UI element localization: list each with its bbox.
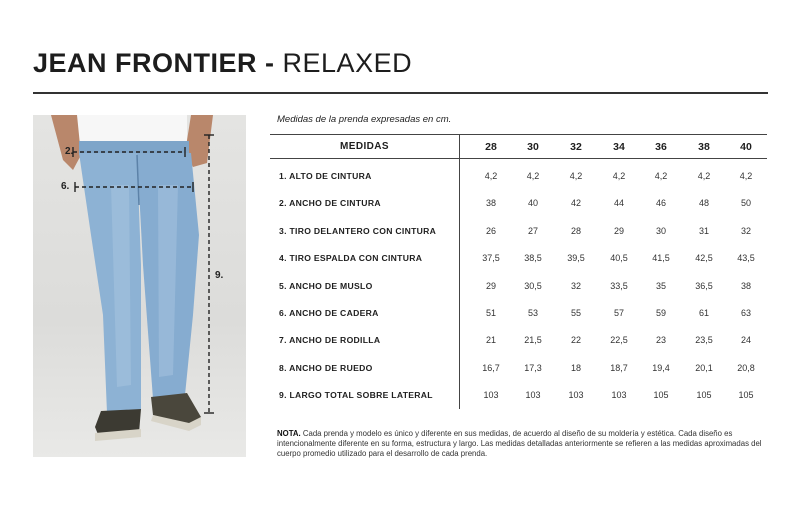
table-cell: 16,7 [482, 362, 500, 373]
size-header: 38 [698, 141, 710, 153]
table-cell: 57 [613, 308, 624, 318]
product-photo [33, 115, 246, 457]
table-cell: 32 [740, 225, 751, 236]
marker-hip: 6. [61, 181, 70, 192]
row-label: 5. ANCHO DE MUSLO [279, 280, 373, 291]
table-cell: 103 [611, 390, 627, 401]
table-cell: 23 [655, 335, 666, 346]
table-cell: 39,5 [567, 253, 585, 264]
table-cell: 42 [570, 198, 581, 209]
table-cell: 20,1 [695, 362, 713, 373]
table-cell: 36,5 [695, 280, 713, 291]
table-cell: 26 [485, 225, 496, 236]
table-cell: 40,5 [610, 253, 628, 264]
row-label: 9. LARGO TOTAL SOBRE LATERAL [279, 390, 433, 401]
row-label: 6. ANCHO DE CADERA [279, 308, 379, 318]
row-label: 7. ANCHO DE RODILLA [279, 335, 381, 346]
table-cell: 103 [483, 390, 499, 401]
title-product: JEAN FRONTIER - [33, 48, 275, 78]
size-header: 36 [655, 141, 667, 153]
table-cell: 41,5 [652, 253, 670, 264]
table-cell: 105 [653, 390, 669, 401]
table-cell: 50 [740, 198, 751, 209]
title-divider [33, 92, 768, 94]
table-cell: 22,5 [610, 335, 628, 346]
table-cell: 48 [698, 198, 709, 209]
row-label: 2. ANCHO DE CINTURA [279, 198, 381, 209]
table-cell: 21,5 [524, 335, 542, 346]
table-cell: 4,2 [697, 171, 711, 181]
table-header-line [270, 158, 767, 159]
footnote-text: Cada prenda y modelo es único y diferente en sus medidas, de acuerdo al diseño de su moldería y estética. Cada diseño es intencionalmente diferente en su forma, estructura y largo. Las medidas detalladas anteriormente se refieren a las medidas aproximadas del cuerpo promedio utilizado para el desarrollo de cada prenda. [277, 429, 762, 458]
table-cell: 21 [485, 335, 496, 346]
footnote-label: NOTA. [277, 429, 301, 438]
table-cell: 29 [485, 280, 496, 291]
marker-length: 9. [215, 270, 224, 281]
table-cell: 46 [655, 198, 666, 209]
table-cell: 27 [527, 225, 538, 236]
table-cell: 18 [570, 362, 581, 373]
table-cell: 51 [485, 308, 496, 318]
table-cell: 53 [527, 308, 538, 318]
table-cell: 43,5 [737, 253, 755, 264]
table-cell: 4,2 [654, 171, 668, 181]
title-fit: RELAXED [282, 48, 413, 78]
table-cell: 18,7 [610, 362, 628, 373]
table-cell: 19,4 [652, 362, 670, 373]
table-cell: 40 [527, 198, 538, 209]
table-cell: 59 [655, 308, 666, 318]
table-cell: 42,5 [695, 253, 713, 264]
table-cell: 20,8 [737, 362, 755, 373]
table-cell: 55 [570, 308, 581, 318]
marker-waist: 2. [65, 146, 74, 157]
table-cell: 38 [485, 198, 496, 209]
table-cell: 31 [698, 225, 709, 236]
table-cell: 4,2 [484, 171, 498, 181]
size-header: 32 [570, 141, 582, 153]
row-label: 1. ALTO DE CINTURA [279, 171, 372, 181]
table-cell: 4,2 [526, 171, 540, 181]
table-column-divider [459, 134, 460, 409]
table-cell: 38 [740, 280, 751, 291]
table-cell: 4,2 [739, 171, 753, 181]
row-label: 4. TIRO ESPALDA CON CINTURA [279, 253, 423, 264]
table-cell: 105 [696, 390, 712, 401]
table-cell: 30,5 [524, 280, 542, 291]
table-cell: 103 [525, 390, 541, 401]
table-cell: 17,3 [524, 362, 542, 373]
table-cell: 63 [740, 308, 751, 318]
footnote [277, 429, 765, 458]
table-cell: 105 [738, 390, 754, 401]
table-cell: 103 [568, 390, 584, 401]
table-caption: Medidas de la prenda expresadas en cm. [277, 114, 452, 125]
table-cell: 37,5 [482, 253, 500, 264]
table-header-medidas: MEDIDAS [340, 141, 389, 152]
table-cell: 61 [698, 308, 709, 318]
table-cell: 29 [613, 225, 624, 236]
table-cell: 4,2 [569, 171, 583, 181]
jeans-illustration [33, 115, 246, 457]
table-cell: 28 [570, 225, 581, 236]
table-cell: 44 [613, 198, 624, 209]
size-header: 28 [485, 141, 497, 153]
size-header: 34 [613, 141, 625, 153]
size-header: 40 [740, 141, 752, 153]
table-cell: 38,5 [524, 253, 542, 264]
table-cell: 33,5 [610, 280, 628, 291]
table-cell: 35 [655, 280, 666, 291]
size-header: 30 [527, 141, 539, 153]
table-cell: 32 [570, 280, 581, 291]
row-label: 3. TIRO DELANTERO CON CINTURA [279, 225, 437, 236]
table-cell: 24 [740, 335, 751, 346]
table-cell: 30 [655, 225, 666, 236]
row-label: 8. ANCHO DE RUEDO [279, 362, 373, 373]
page-title [33, 48, 412, 79]
table-cell: 22 [570, 335, 581, 346]
table-top-line [270, 134, 767, 135]
table-cell: 23,5 [695, 335, 713, 346]
table-cell: 4,2 [612, 171, 626, 181]
